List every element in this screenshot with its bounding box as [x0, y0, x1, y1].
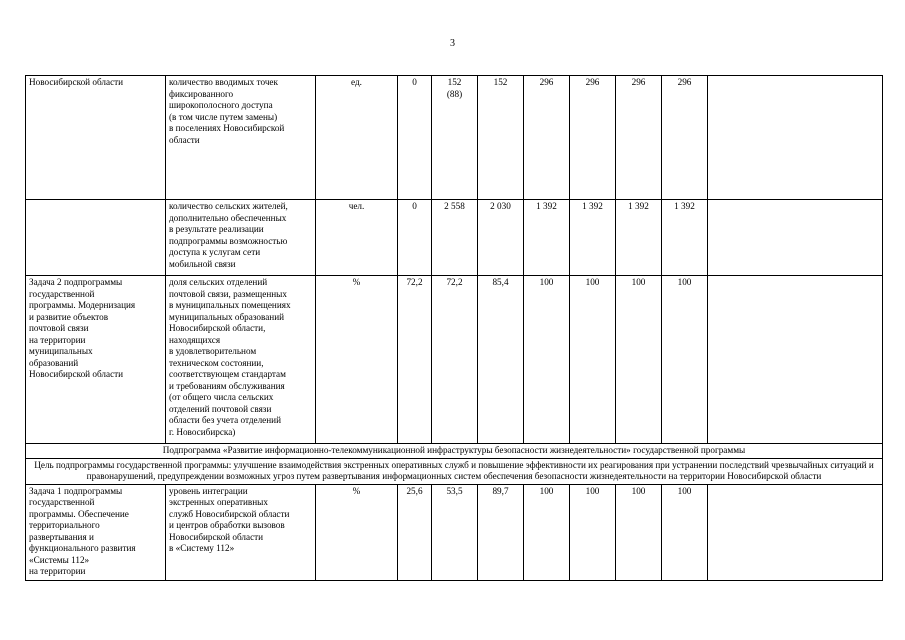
value-cell: 72,2: [432, 276, 478, 444]
value-cell: 1 392: [616, 200, 662, 276]
value-cell: 100: [524, 484, 570, 580]
task-cell: Новосибирской области: [26, 76, 166, 200]
table-row: [26, 76, 883, 200]
value-cell: 152 (88): [432, 76, 478, 200]
value-cell: 100: [662, 276, 708, 444]
empty-cell: [708, 76, 883, 200]
table-row: [26, 484, 883, 580]
value-cell: 100: [616, 276, 662, 444]
value-cell: 72,2: [398, 276, 432, 444]
value-cell: 1 392: [524, 200, 570, 276]
indicator-cell: количество вводимых точек фиксированного широкополосного доступа (в том числе путем замены) в поселениях Новосибирской области: [166, 76, 316, 200]
value-cell: 1 392: [570, 200, 616, 276]
task-cell: Задача 2 подпрограммы государственной программы. Модернизация и развитие объектов почтовой связи на территории муниципальных образований Новосибирской области: [26, 276, 166, 444]
subprogram-title-row: [26, 444, 883, 459]
value-cell: 0: [398, 200, 432, 276]
value-cell: 100: [570, 484, 616, 580]
table-row: [26, 276, 883, 444]
value-cell: 53,5: [432, 484, 478, 580]
subprogram-goal: Цель подпрограммы государственной программы: улучшение взаимодействия экстренных оперативных служб и повышение эффективности их реагирования при устранении последствий чрезвычайных ситуаций и правонарушений, предупреждении возможных угроз путем развертывания информационных систем обеспечения безопасности жизнедеятельности на территории Новосибирской области: [26, 458, 883, 484]
value-cell: 1 392: [662, 200, 708, 276]
task-cell: [26, 200, 166, 276]
task-cell: Задача 1 подпрограммы государственной программы. Обеспечение территориального развертывания и функционального развития «Системы 112» на территории: [26, 484, 166, 580]
value-cell: 100: [570, 276, 616, 444]
value-cell: 0: [398, 76, 432, 200]
empty-cell: [708, 484, 883, 580]
value-cell: 25,6: [398, 484, 432, 580]
indicator-cell: количество сельских жителей, дополнительно обеспеченных в результате реализации подпрограммы возможностью доступа к услугам сети мобильной связи: [166, 200, 316, 276]
value-cell: 100: [616, 484, 662, 580]
unit-cell: ед.: [316, 76, 398, 200]
value-cell: 100: [524, 276, 570, 444]
indicator-cell: доля сельских отделений почтовой связи, размещенных в муниципальных помещениях муниципальных образований Новосибирской области, находящихся в удовлетворительном техническом состоянии, соответствующем стандартам и требованиям обслуживания (от общего числа сельских отделений почтовой связи области без учета отделений г. Новосибирска): [166, 276, 316, 444]
empty-cell: [708, 276, 883, 444]
subprogram-goal-row: [26, 458, 883, 484]
table-row: [26, 200, 883, 276]
page-number: 3: [450, 38, 455, 49]
subprogram-title: Подпрограмма «Развитие информационно-телекоммуникационной инфраструктуры безопасности жизнедеятельности» государственной программы: [26, 444, 883, 459]
indicators-table: [25, 75, 883, 581]
value-cell: 296: [570, 76, 616, 200]
value-cell: 100: [662, 484, 708, 580]
indicator-cell: уровень интеграции экстренных оперативных служб Новосибирской области и центров обработки вызовов Новосибирской области в «Систему 112»: [166, 484, 316, 580]
value-cell: 89,7: [478, 484, 524, 580]
value-cell: 296: [662, 76, 708, 200]
value-cell: 85,4: [478, 276, 524, 444]
unit-cell: %: [316, 484, 398, 580]
value-cell: 152: [478, 76, 524, 200]
unit-cell: чел.: [316, 200, 398, 276]
value-cell: 2 558: [432, 200, 478, 276]
value-cell: 2 030: [478, 200, 524, 276]
value-cell: 296: [524, 76, 570, 200]
value-cell: 296: [616, 76, 662, 200]
unit-cell: %: [316, 276, 398, 444]
empty-cell: [708, 200, 883, 276]
